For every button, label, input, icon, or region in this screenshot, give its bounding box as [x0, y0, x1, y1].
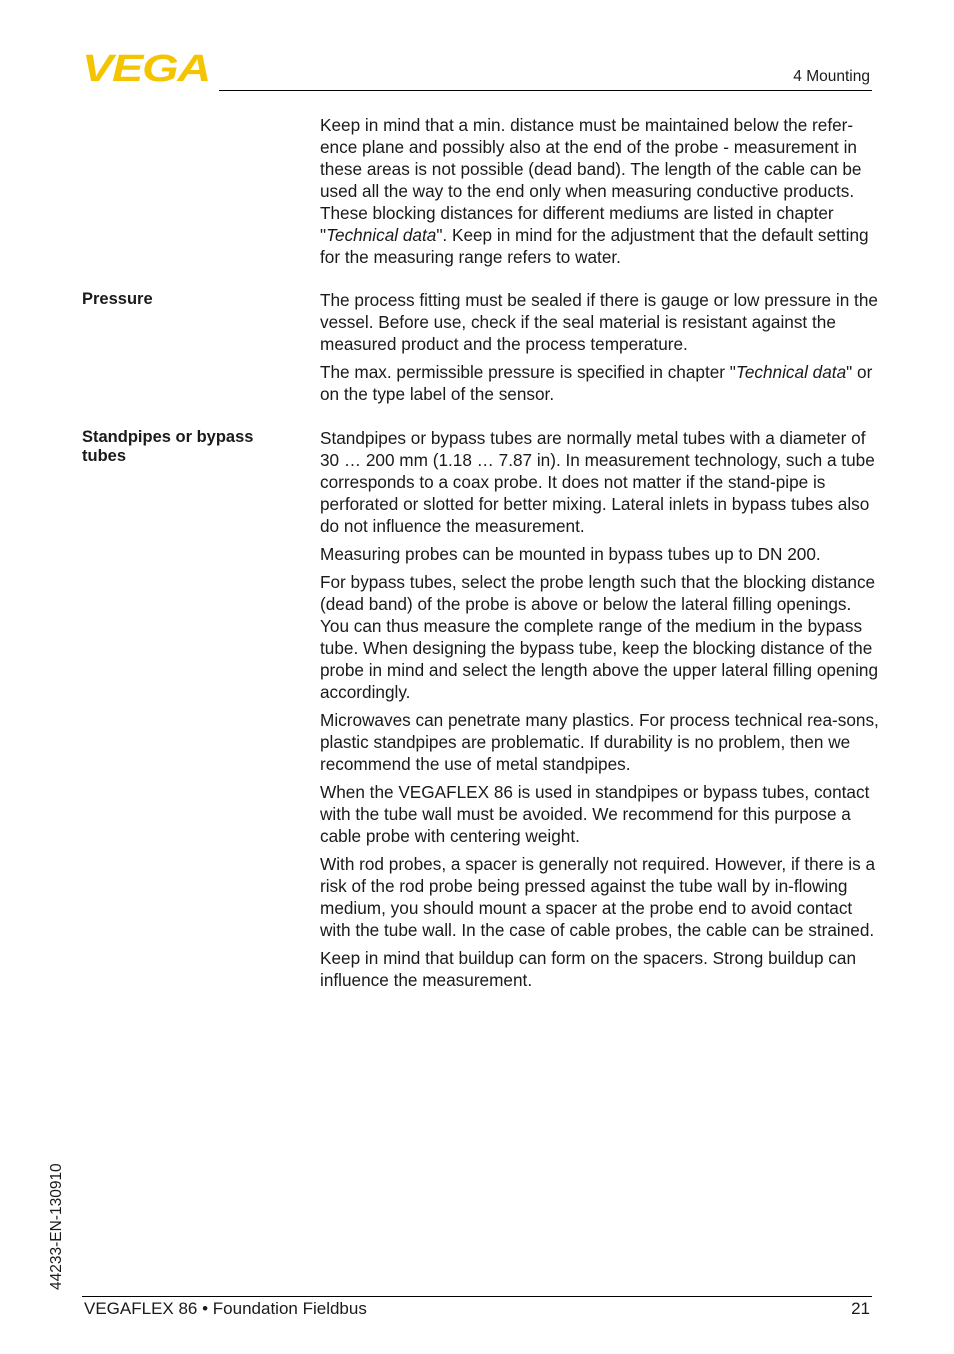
standpipes-paragraph: Keep in mind that buildup can form on the spacers. Strong buildup can influence the measurement. — [320, 948, 857, 990]
standpipes-paragraph: When the VEGAFLEX 86 is used in standpipes or bypass tubes, contact with the tube wall must be avoided. We recommend for this purpose a cable probe with centering weight. — [320, 782, 870, 846]
pressure-paragraph: The process fitting must be sealed if there is gauge or low pressure in the vessel. Before use, check if the seal material is resistant against the measured product and the process temperature. — [320, 290, 878, 354]
standpipes-paragraph: Measuring probes can be mounted in bypass tubes up to DN 200. — [320, 544, 821, 564]
header-section-title: 4 Mounting — [793, 68, 870, 85]
standpipes-label: Standpipes or bypass tubes — [82, 428, 254, 465]
vega-logo-icon — [82, 52, 212, 84]
intro-paragraph: Keep in mind that a min. distance must be maintained below the refer-ence plane and possibly also at the end of the probe - measurement in these areas is not possible (dead band). The length of the cable can be used all the way to the end only when measuring conductive products. These blocking distances for different mediums are listed in chapter "Technical data". Keep in mind for the adjustment that the default setting for the measuring range refers to water. — [320, 115, 869, 267]
standpipes-body — [320, 427, 880, 997]
header-divider — [219, 90, 872, 91]
pressure-label: Pressure — [82, 290, 153, 308]
footer-title: VEGAFLEX 86 • Foundation Fieldbus — [84, 1299, 367, 1318]
standpipes-paragraph: Standpipes or bypass tubes are normally metal tubes with a diameter of 30 … 200 mm (1.18 … 7.87 in). In measurement technology, such a tube corresponds to a coax probe. It does not matter if the stand-pipe is perforated or slotted for better mixing. Lateral inlets in bypass tubes also do not influence the measurement. — [320, 428, 875, 536]
footer-divider — [82, 1296, 872, 1297]
pressure-paragraph: The max. permissible pressure is specified in chapter "Technical data" or on the type label of the sensor. — [320, 362, 873, 404]
standpipes-paragraph: For bypass tubes, select the probe length such that the blocking distance (dead band) of the probe is above or below the lateral filling openings. You can thus measure the complete range of the medium in the bypass tube. When designing the bypass tube, keep the blocking distance of the probe in mind and select the length above the upper lateral filling opening accordingly. — [320, 572, 879, 702]
vega-logo — [82, 52, 212, 84]
standpipes-paragraph: Microwaves can penetrate many plastics. For process technical rea-sons, plastic standpipes are problematic. If durability is no problem, then we recommend the use of metal standpipes. — [320, 710, 879, 774]
document-code: 44233-EN-130910 — [48, 1163, 65, 1290]
page-number: 21 — [851, 1299, 870, 1318]
standpipes-paragraph: With rod probes, a spacer is generally not required. However, if there is a risk of the rod probe being pressed against the tube wall by in-flowing medium, you should mount a spacer at the probe end to avoid contact with the tube wall. In the case of cable probes, the cable can be strained. — [320, 854, 876, 940]
intro-body — [320, 114, 880, 274]
logo-text: VEGA — [82, 52, 210, 84]
pressure-body — [320, 289, 880, 411]
